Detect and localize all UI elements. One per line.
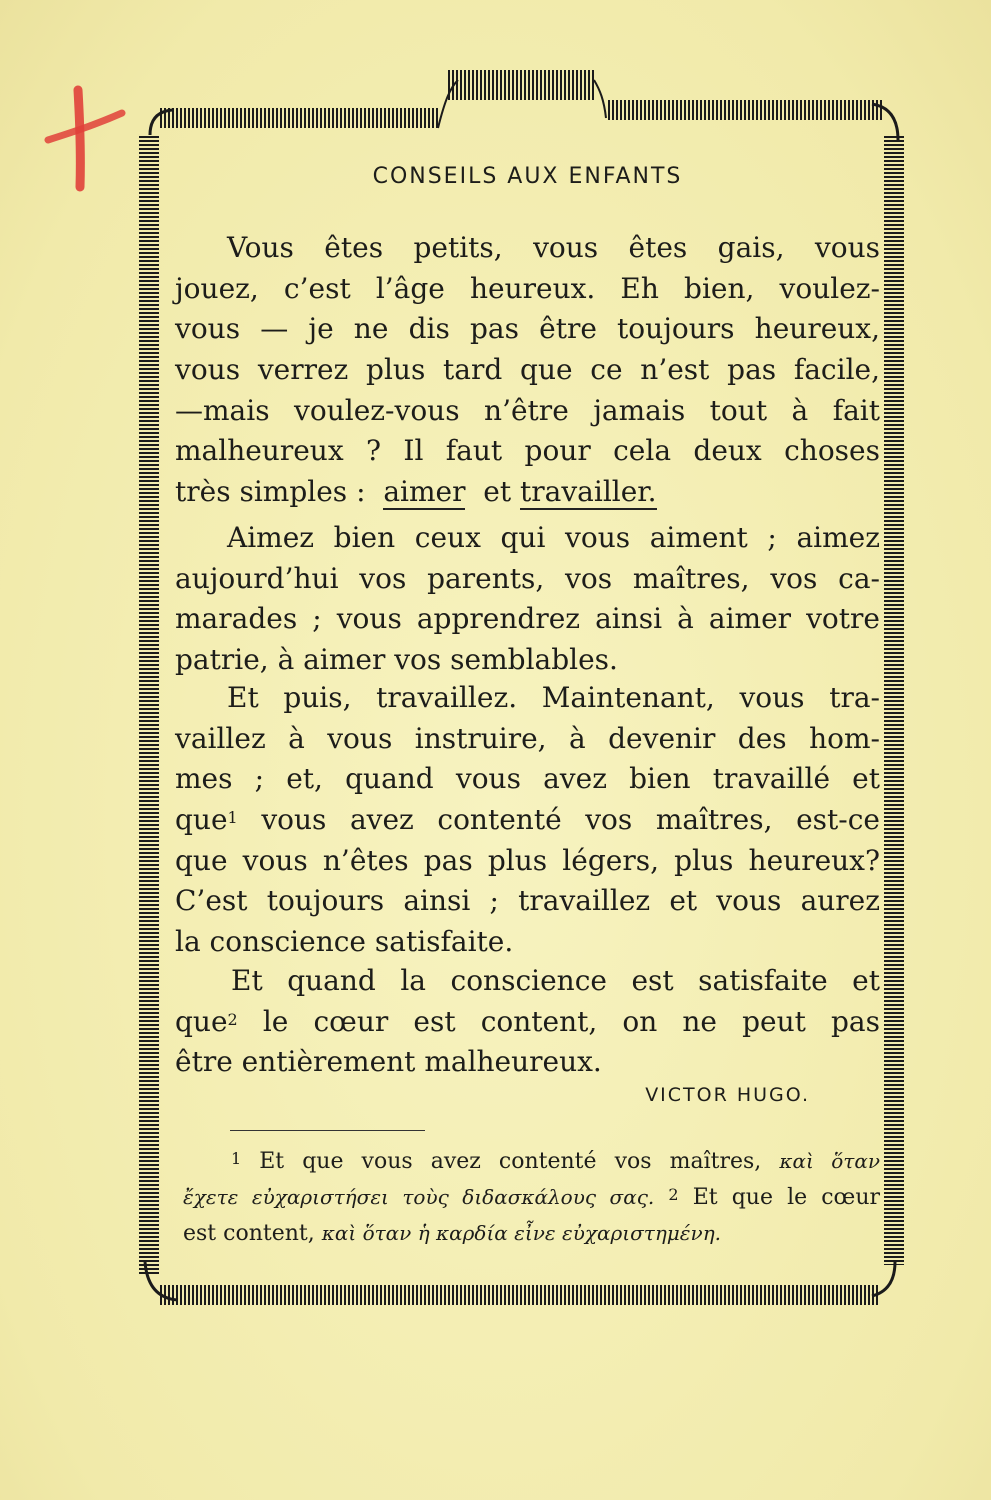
text-line: aujourd’hui vos parents, vos maîtres, vos ca- <box>175 561 880 595</box>
paragraph-2 <box>175 518 880 681</box>
text-line: vaillez à vous instruire, à devenir des hom- <box>175 721 880 755</box>
frame-bottom-border <box>145 1262 895 1305</box>
greek-text: καὶ ὅταν ἡ καρδία εἶνε εὐχαριστημένη. <box>321 1221 722 1245</box>
text-line: C’est toujours ainsi ; travaillez et vous aurez <box>175 884 880 918</box>
footnote-line <box>183 1143 880 1179</box>
text-line <box>175 472 880 513</box>
frame-right-border <box>884 135 904 1265</box>
text-line: malheureux ? Il faut pour cela deux choses <box>175 434 880 468</box>
footnote-marker-1: 1 <box>231 1149 242 1168</box>
text-fragment: vous avez contenté vos maîtres, est-ce <box>261 803 880 837</box>
greek-text: καὶ ὅταν <box>779 1149 881 1173</box>
text-line: —mais voulez-vous n’être jamais tout à fait <box>175 393 880 427</box>
footnote-marker-2: 2 <box>668 1185 679 1204</box>
underlined-word-travailler: travailler. <box>520 476 657 510</box>
text-line: jouez, c’est l’âge heureux. Eh bien, voulez- <box>175 271 880 305</box>
footnote-line <box>183 1215 880 1251</box>
paragraph-1 <box>175 228 880 513</box>
text-fragment: le cœur est content, on ne peut pas <box>262 1004 880 1038</box>
greek-text: ἔχετε εὐχαριστήσει τοὺς διδασκάλους σας. <box>183 1185 655 1209</box>
footnote-rule <box>230 1130 425 1131</box>
underlined-word-aimer: aimer <box>383 476 465 510</box>
text-line <box>175 800 880 841</box>
text-line: la conscience satisfaite. <box>175 925 514 959</box>
text-block <box>175 148 880 1258</box>
frame-left-border <box>139 135 159 1275</box>
text-line: Et quand la conscience est satisfaite et <box>231 964 880 997</box>
footnote-text: Et que vous avez contenté vos maîtres, <box>259 1149 762 1174</box>
paragraph-3 <box>175 678 880 963</box>
text-line: être entièrement malheureux. <box>175 1045 602 1079</box>
paragraph-4 <box>175 961 880 1083</box>
text-line: mes ; et, quand vous avez bien travaillé et <box>175 762 880 796</box>
text-line: patrie, à aimer vos semblables. <box>175 643 618 677</box>
text-fragment: très simples : <box>175 475 366 509</box>
text-fragment: que <box>175 1004 228 1038</box>
footnote-text: est content, <box>183 1221 315 1246</box>
text-line: Vous êtes petits, vous êtes gais, vous <box>227 231 880 264</box>
text-line: marades ; vous apprendrez ainsi à aimer votre <box>175 602 880 636</box>
text-fragment: que <box>175 803 228 837</box>
text-line: vous verrez plus tard que ce n’est pas facile, <box>175 353 880 387</box>
footnote-line <box>183 1179 880 1215</box>
footnote-ref-2: 2 <box>227 1009 238 1029</box>
text-fragment: et <box>483 475 512 509</box>
page-title: CONSEILS AUX ENFANTS <box>372 164 683 189</box>
text-line: que vous n’êtes pas plus légers, plus heureux? <box>175 843 880 877</box>
text-line <box>175 1002 880 1043</box>
footnote-ref-1: 1 <box>227 808 238 828</box>
text-line: vous — je ne dis pas être toujours heureux, <box>175 312 880 346</box>
text-line: Et puis, travaillez. Maintenant, vous tra- <box>227 681 880 714</box>
frame-top-border <box>150 70 898 140</box>
author-signature: VICTOR HUGO. <box>645 1084 810 1106</box>
footnote-text: Et que le cœur <box>692 1185 880 1210</box>
text-line: Aimez bien ceux qui vous aiment ; aimez <box>227 521 880 554</box>
footnotes <box>183 1143 880 1251</box>
